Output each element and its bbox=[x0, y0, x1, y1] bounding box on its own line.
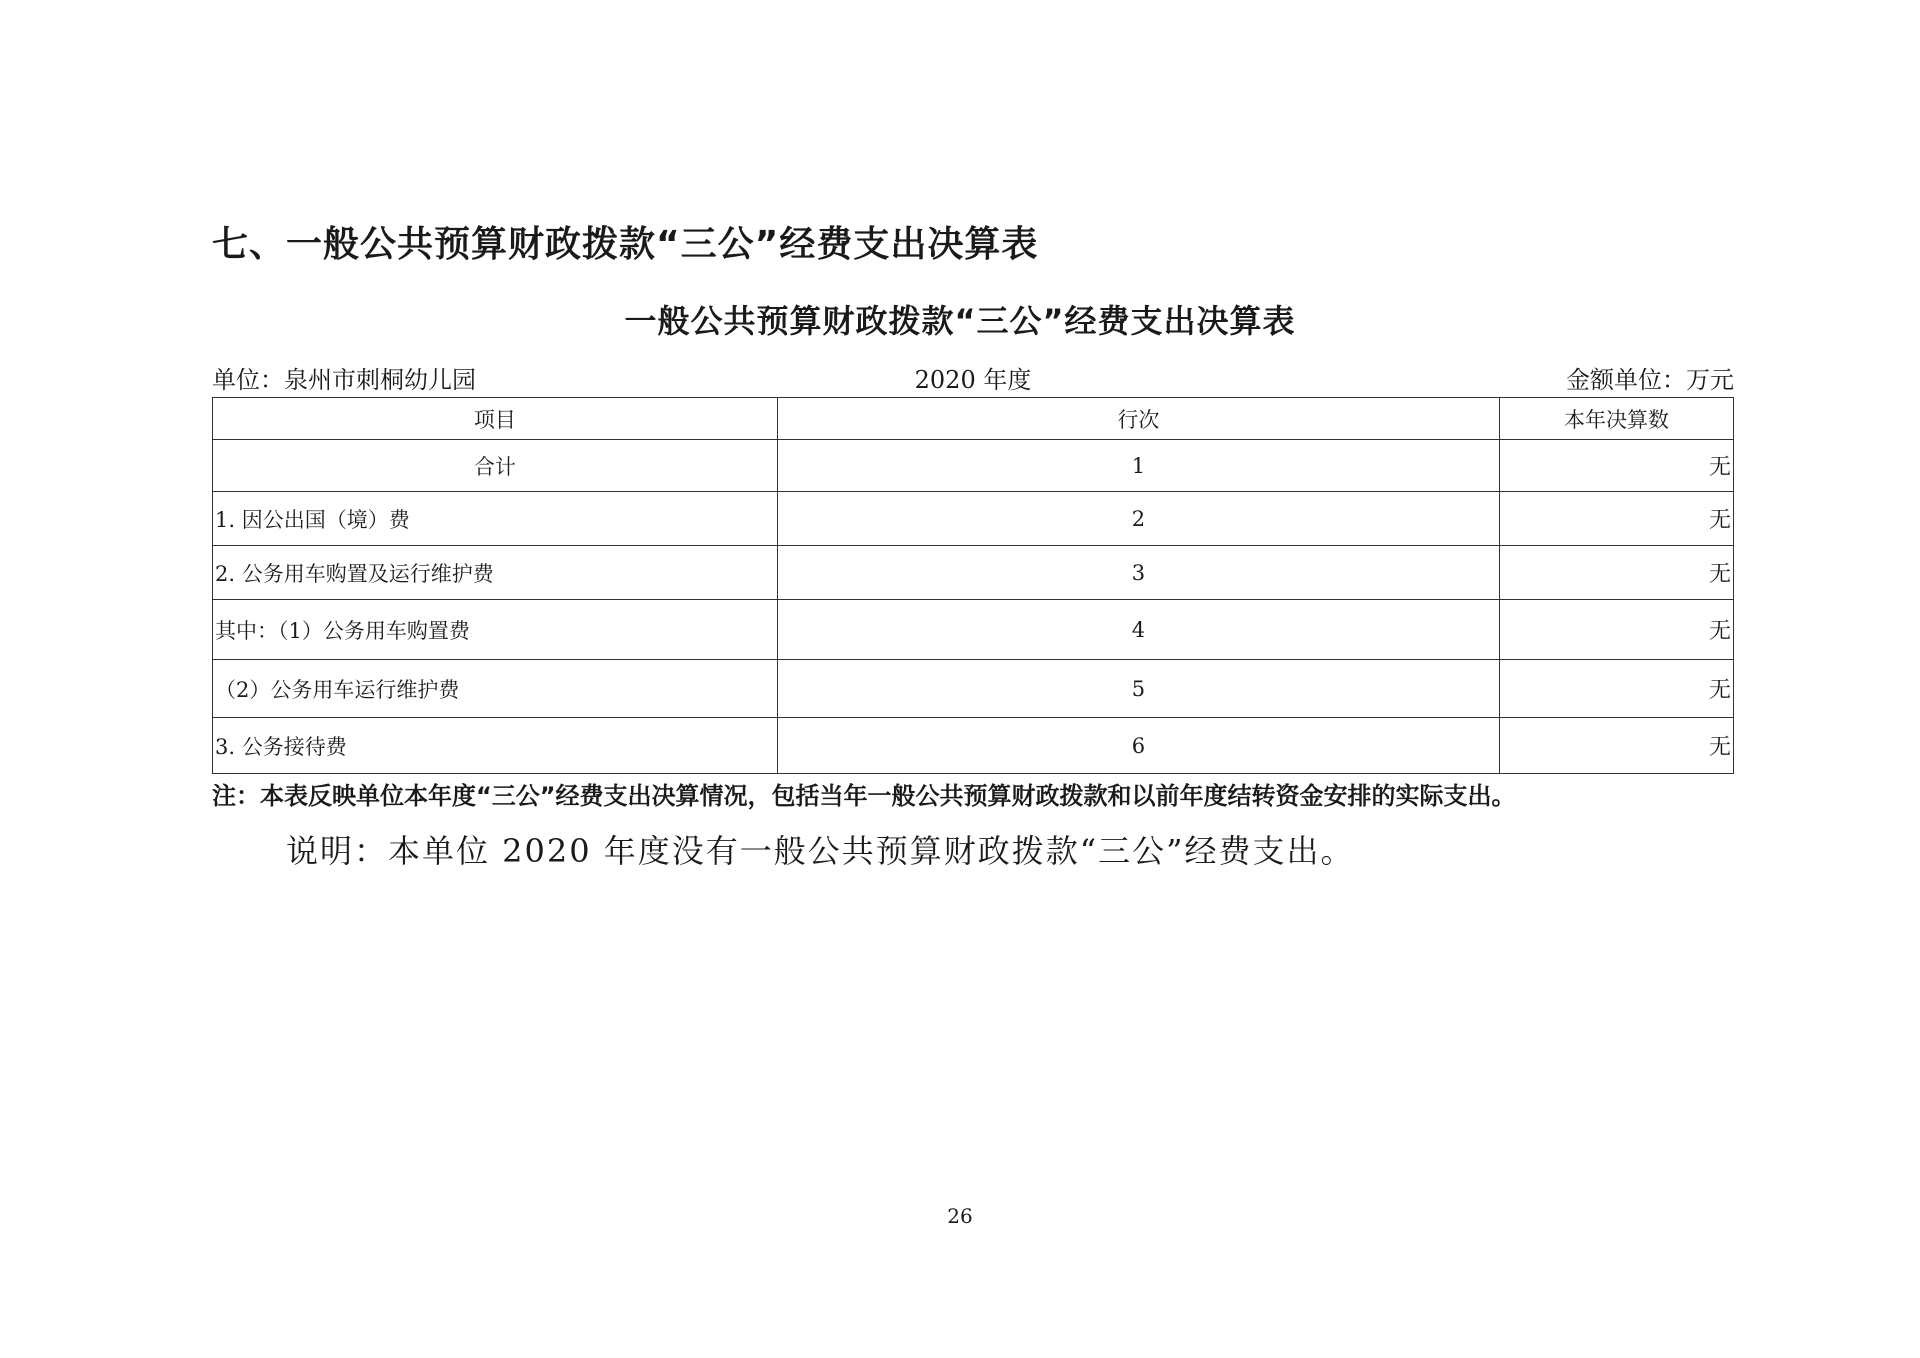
fiscal-year-label: 2020 年度 bbox=[914, 366, 1032, 394]
row-amount: 无 bbox=[1500, 660, 1734, 718]
row-line-number: 2 bbox=[777, 492, 1499, 546]
row-line-number: 1 bbox=[777, 440, 1499, 492]
row-amount: 无 bbox=[1500, 718, 1734, 774]
table-row bbox=[213, 440, 1734, 492]
row-item: 合计 bbox=[213, 440, 778, 492]
table-row bbox=[213, 492, 1734, 546]
table-row bbox=[213, 718, 1734, 774]
row-line-number: 3 bbox=[777, 546, 1499, 600]
row-item: 2. 公务用车购置及运行维护费 bbox=[213, 546, 778, 600]
row-line-number: 6 bbox=[777, 718, 1499, 774]
explanation-text: 说明：本单位 2020 年度没有一般公共预算财政拨款“三公”经费支出。 bbox=[286, 832, 1355, 870]
row-amount: 无 bbox=[1500, 546, 1734, 600]
table-row bbox=[213, 546, 1734, 600]
table-meta-row bbox=[212, 360, 1734, 392]
unit-label: 单位：泉州市刺桐幼儿园 bbox=[212, 366, 476, 394]
table-title: 一般公共预算财政拨款“三公”经费支出决算表 bbox=[624, 302, 1296, 340]
row-item: 1. 因公出国（境）费 bbox=[213, 492, 778, 546]
row-amount: 无 bbox=[1500, 440, 1734, 492]
section-heading: 七、一般公共预算财政拨款“三公”经费支出决算表 bbox=[212, 224, 1039, 265]
table-note: 注：本表反映单位本年度“三公”经费支出决算情况，包括当年一般公共预算财政拨款和以前年度结转资金安排的实际支出。 bbox=[212, 782, 1516, 810]
header-item: 项目 bbox=[213, 398, 778, 440]
header-actual-amount: 本年决算数 bbox=[1500, 398, 1734, 440]
row-amount: 无 bbox=[1500, 492, 1734, 546]
row-item: 其中：（1）公务用车购置费 bbox=[213, 600, 778, 660]
row-line-number: 5 bbox=[777, 660, 1499, 718]
row-amount: 无 bbox=[1500, 600, 1734, 660]
row-line-number: 4 bbox=[777, 600, 1499, 660]
three-public-expenses-table bbox=[212, 397, 1734, 774]
table-row bbox=[213, 660, 1734, 718]
row-item: 3. 公务接待费 bbox=[213, 718, 778, 774]
amount-unit-label: 金额单位：万元 bbox=[1566, 366, 1734, 394]
page-number: 26 bbox=[947, 1204, 973, 1228]
row-item: （2）公务用车运行维护费 bbox=[213, 660, 778, 718]
table-header-row bbox=[213, 398, 1734, 440]
header-line-number: 行次 bbox=[777, 398, 1499, 440]
table-row bbox=[213, 600, 1734, 660]
